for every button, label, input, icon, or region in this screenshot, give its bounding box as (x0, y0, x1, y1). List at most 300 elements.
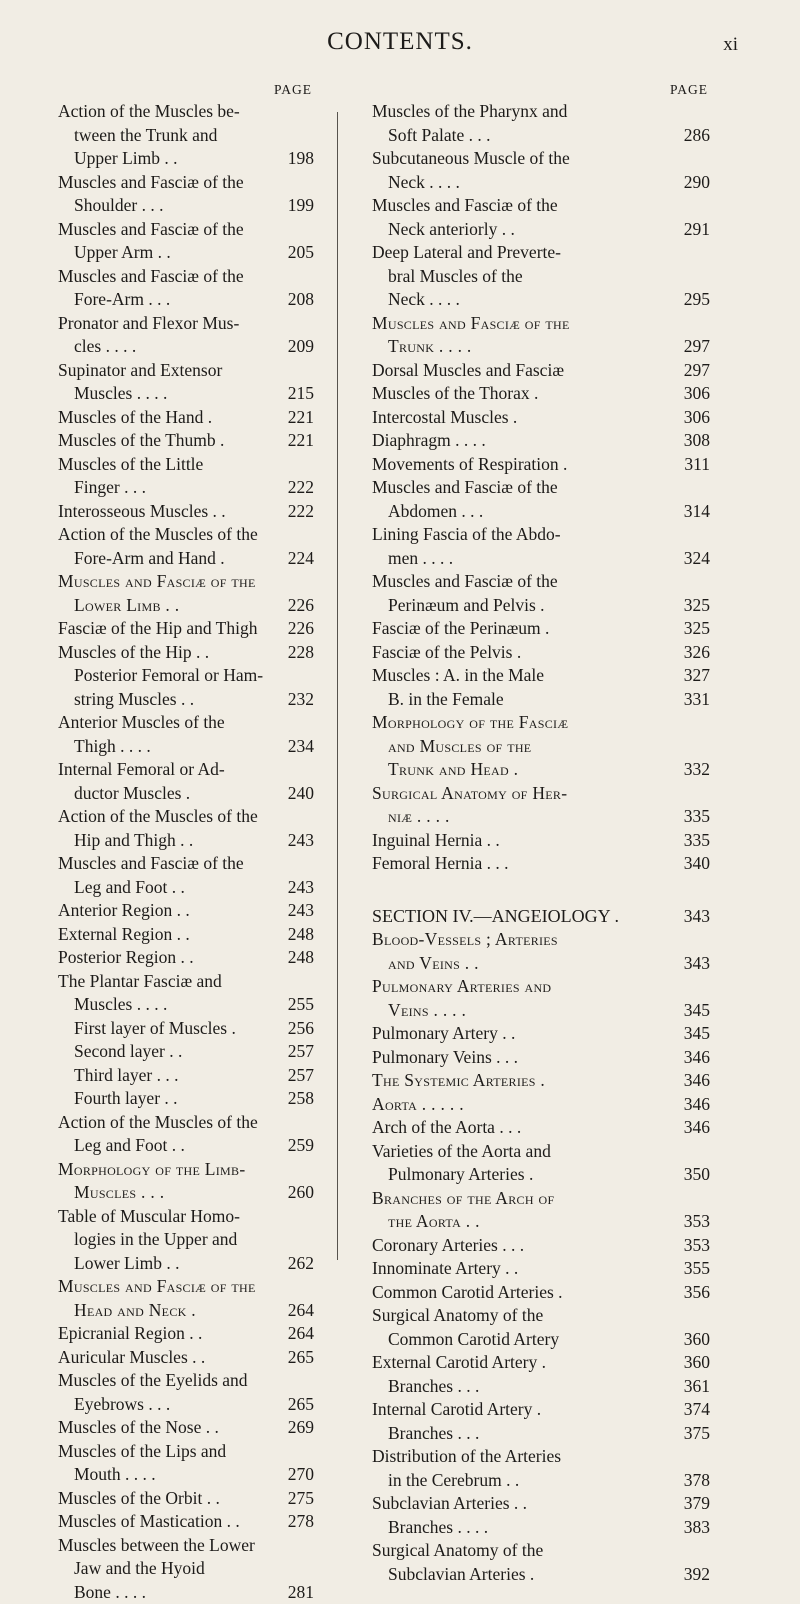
contents-entry (372, 1116, 710, 1140)
entry-page-number: 226 (288, 594, 314, 618)
entry-title: Muscles . . . . (74, 382, 167, 406)
entry-page-number: 343 (684, 952, 710, 976)
contents-entry (58, 1393, 314, 1417)
contents-entry (58, 1134, 314, 1158)
entry-page-number: 260 (288, 1181, 314, 1205)
entry-title: Leg and Foot . . (74, 876, 185, 900)
entry-page-number: 306 (684, 382, 710, 406)
entry-title: in the Cerebrum . . (388, 1469, 519, 1493)
entry-title: Muscles of the Pharynx and (372, 100, 567, 124)
contents-entry (58, 312, 314, 336)
entry-title: Abdomen . . . (388, 500, 483, 524)
contents-entry (372, 1093, 710, 1117)
contents-entry (58, 1158, 314, 1182)
contents-entry (58, 1369, 314, 1393)
entry-title: First layer of Muscles . (74, 1017, 236, 1041)
entry-title: Thigh . . . . (74, 735, 151, 759)
contents-entry (58, 1252, 314, 1276)
entry-title: Distribution of the Arteries (372, 1445, 561, 1469)
entry-page-number: 215 (288, 382, 314, 406)
entry-page-number: 306 (684, 406, 710, 430)
entry-page-number: 325 (684, 617, 710, 641)
entry-title: Auricular Muscles . . (58, 1346, 205, 1370)
section-gap (372, 876, 710, 905)
contents-entry (58, 1510, 314, 1534)
contents-entry (372, 829, 710, 853)
entry-title: Soft Palate . . . (388, 124, 491, 148)
entry-page-number: 281 (288, 1581, 314, 1604)
entry-title: Fasciæ of the Hip and Thigh (58, 617, 257, 641)
entry-page-number: 199 (288, 194, 314, 218)
entry-title: Fore-Arm . . . (74, 288, 170, 312)
entry-page-number: 353 (684, 1234, 710, 1258)
entry-page-number: 332 (684, 758, 710, 782)
entry-title: Epicranial Region . . (58, 1322, 202, 1346)
entry-title: Muscles and Fasciæ of the (58, 1275, 256, 1299)
entry-title: Upper Arm . . (74, 241, 171, 265)
contents-entry (372, 975, 710, 999)
contents-entry (58, 218, 314, 242)
entry-page-number: 290 (684, 171, 710, 195)
entry-title: Branches . . . (388, 1422, 479, 1446)
entry-page-number: 226 (288, 617, 314, 641)
contents-entry (58, 758, 314, 782)
entry-title: Subclavian Arteries . . (372, 1492, 527, 1516)
contents-entry (372, 194, 710, 218)
entry-title: Branches of the Arch of (372, 1187, 554, 1211)
entry-title: Muscles of the Thorax . (372, 382, 538, 406)
entry-title: Pulmonary Arteries . (388, 1163, 533, 1187)
entry-page-number: 256 (288, 1017, 314, 1041)
contents-entry (372, 758, 710, 782)
contents-entry (372, 500, 710, 524)
contents-entry (58, 594, 314, 618)
entry-title: Pulmonary Artery . . (372, 1022, 515, 1046)
contents-entry (372, 782, 710, 806)
contents-entry (58, 923, 314, 947)
entry-page-number: 264 (288, 1322, 314, 1346)
entry-page-number: 392 (684, 1563, 710, 1587)
entry-title: Muscles of the Little (58, 453, 203, 477)
contents-entry (58, 829, 314, 853)
entry-title: cles . . . . (74, 335, 136, 359)
contents-entry (58, 1581, 314, 1604)
contents-entry (372, 805, 710, 829)
entry-page-number: 308 (684, 429, 710, 453)
contents-entry (58, 805, 314, 829)
entry-title: string Muscles . . (74, 688, 194, 712)
entry-title: Fasciæ of the Perinæum . (372, 617, 549, 641)
page-header (0, 28, 800, 68)
contents-entry (372, 570, 710, 594)
entry-title: Coronary Arteries . . . (372, 1234, 524, 1258)
entry-title: Muscles of the Hand . (58, 406, 212, 430)
entry-title: Muscles and Fasciæ of the (58, 218, 244, 242)
entry-page-number: 314 (684, 500, 710, 524)
contents-entry (58, 1017, 314, 1041)
entry-page-number: 346 (684, 1046, 710, 1070)
contents-entry (372, 688, 710, 712)
entry-title: Arch of the Aorta . . . (372, 1116, 521, 1140)
entry-page-number: 243 (288, 829, 314, 853)
contents-entry (58, 946, 314, 970)
entry-title: Posterior Region . . (58, 946, 194, 970)
entry-page-number: 375 (684, 1422, 710, 1446)
entry-title: SECTION IV.—ANGEIOLOGY . (372, 905, 619, 929)
contents-entry (58, 335, 314, 359)
contents-entry (372, 1022, 710, 1046)
entry-title: Muscles of the Orbit . . (58, 1487, 220, 1511)
entry-page-number: 291 (684, 218, 710, 242)
entry-page-number: 224 (288, 547, 314, 571)
contents-entry (372, 1422, 710, 1446)
contents-entry (372, 523, 710, 547)
contents-entry (58, 735, 314, 759)
entry-title: B. in the Female (388, 688, 504, 712)
entry-title: Muscles and Fasciæ of the (372, 570, 558, 594)
entry-title: Muscles of Mastication . . (58, 1510, 240, 1534)
contents-entry (58, 382, 314, 406)
contents-entry (372, 171, 710, 195)
entry-page-number: 265 (288, 1346, 314, 1370)
contents-entry (372, 124, 710, 148)
contents-entry (372, 382, 710, 406)
entry-title: Varieties of the Aorta and (372, 1140, 551, 1164)
contents-entry (372, 594, 710, 618)
contents-entry (372, 664, 710, 688)
entry-title: Action of the Muscles of the (58, 1111, 258, 1135)
contents-entry (58, 641, 314, 665)
entry-title: Mouth . . . . (74, 1463, 156, 1487)
entry-title: Aorta . . . . . (372, 1093, 464, 1117)
entry-title: Perinæum and Pelvis . (388, 594, 545, 618)
entry-title: Branches . . . . (388, 1516, 488, 1540)
running-title: CONTENTS. (0, 28, 800, 56)
contents-entry (372, 1328, 710, 1352)
entry-page-number: 335 (684, 805, 710, 829)
contents-entry (372, 1187, 710, 1211)
contents-entry (58, 899, 314, 923)
entry-title: Muscles and Fasciæ of the (58, 171, 244, 195)
contents-entry (58, 664, 314, 688)
entry-page-number: 383 (684, 1516, 710, 1540)
entry-title: tween the Trunk and (74, 124, 217, 148)
entry-page-number: 257 (288, 1064, 314, 1088)
entry-title: Anterior Region . . (58, 899, 190, 923)
contents-entry (372, 1351, 710, 1375)
contents-entry (58, 194, 314, 218)
contents-entry (58, 711, 314, 735)
entry-title: Neck . . . . (388, 288, 460, 312)
entry-title: Finger . . . (74, 476, 146, 500)
entry-page-number: 325 (684, 594, 710, 618)
contents-entry (58, 1111, 314, 1135)
entry-title: Table of Muscular Homo- (58, 1205, 240, 1229)
entry-title: Muscles of the Lips and (58, 1440, 226, 1464)
entry-title: Internal Carotid Artery . (372, 1398, 541, 1422)
contents-entry (58, 852, 314, 876)
contents-entry (372, 952, 710, 976)
contents-entry (372, 547, 710, 571)
entry-title: and Muscles of the (388, 735, 531, 759)
entry-title: Dorsal Muscles and Fasciæ (372, 359, 564, 383)
entry-title: Muscles of the Hip . . (58, 641, 209, 665)
contents-entry (58, 1534, 314, 1558)
contents-entry (372, 1539, 710, 1563)
contents-column-right (372, 80, 710, 1586)
contents-entry (372, 1046, 710, 1070)
entry-title: Lower Limb . . (74, 594, 179, 618)
entry-page-number: 243 (288, 876, 314, 900)
entry-page-number: 221 (288, 429, 314, 453)
contents-entry (58, 1416, 314, 1440)
contents-entry (58, 265, 314, 289)
entry-title: Interosseous Muscles . . (58, 500, 226, 524)
entry-title: Morphology of the Limb- (58, 1158, 245, 1182)
entry-title: Common Carotid Artery (388, 1328, 559, 1352)
entry-title: Action of the Muscles of the (58, 805, 258, 829)
entry-title: Fourth layer . . (74, 1087, 178, 1111)
entry-page-number: 265 (288, 1393, 314, 1417)
entry-title: Muscles and Fasciæ of the (58, 570, 256, 594)
entry-title: Morphology of the Fasciæ (372, 711, 568, 735)
contents-entry (372, 641, 710, 665)
entry-title: Neck . . . . (388, 171, 460, 195)
entry-title: Eyebrows . . . (74, 1393, 170, 1417)
contents-entry (58, 100, 314, 124)
contents-entry (372, 1398, 710, 1422)
contents-entry (58, 476, 314, 500)
entry-title: Action of the Muscles of the (58, 523, 258, 547)
entry-title: Muscles . . . . (74, 993, 167, 1017)
entry-title: Upper Limb . . (74, 147, 178, 171)
entry-title: Muscles of the Eyelids and (58, 1369, 248, 1393)
entry-title: Leg and Foot . . (74, 1134, 185, 1158)
entry-title: Muscles and Fasciæ of the (372, 312, 570, 336)
contents-entry (372, 999, 710, 1023)
entry-title: Muscles and Fasciæ of the (372, 476, 558, 500)
entry-page-number: 232 (288, 688, 314, 712)
entry-title: Inguinal Hernia . . (372, 829, 500, 853)
contents-entry (58, 1205, 314, 1229)
contents-entry (372, 1563, 710, 1587)
contents-entry (58, 1087, 314, 1111)
entry-title: Muscles between the Lower (58, 1534, 255, 1558)
entry-page-number: 286 (684, 124, 710, 148)
entry-title: Surgical Anatomy of the (372, 1539, 543, 1563)
entry-page-number: 259 (288, 1134, 314, 1158)
entry-title: men . . . . (388, 547, 453, 571)
contents-entry (58, 1275, 314, 1299)
contents-entry (372, 1375, 710, 1399)
entry-page-number: 346 (684, 1116, 710, 1140)
entry-page-number: 295 (684, 288, 710, 312)
entry-page-number: 326 (684, 641, 710, 665)
entry-title: Third layer . . . (74, 1064, 178, 1088)
entry-page-number: 240 (288, 782, 314, 806)
contents-entry (372, 312, 710, 336)
contents-entry (58, 688, 314, 712)
entry-page-number: 343 (684, 905, 710, 929)
contents-entry (372, 476, 710, 500)
contents-entry (58, 970, 314, 994)
entry-title: Deep Lateral and Preverte- (372, 241, 561, 265)
contents-entry (58, 1463, 314, 1487)
entry-title: Neck anteriorly . . (388, 218, 515, 242)
entry-title: Trunk and Head . (388, 758, 518, 782)
contents-entry (372, 1140, 710, 1164)
entry-title: The Plantar Fasciæ and (58, 970, 222, 994)
entry-title: Bone . . . . (74, 1581, 146, 1604)
contents-entry (58, 570, 314, 594)
entry-title: niæ . . . . (388, 805, 450, 829)
entry-title: bral Muscles of the (388, 265, 523, 289)
entry-title: Action of the Muscles be- (58, 100, 240, 124)
entry-title: Internal Femoral or Ad- (58, 758, 225, 782)
entry-title: Anterior Muscles of the (58, 711, 225, 735)
entry-page-number: 222 (288, 476, 314, 500)
contents-entry (372, 335, 710, 359)
contents-entry (372, 852, 710, 876)
entry-title: Muscles : A. in the Male (372, 664, 544, 688)
entry-title: Subcutaneous Muscle of the (372, 147, 570, 171)
contents-entry (58, 171, 314, 195)
contents-entry (372, 406, 710, 430)
contents-entry (372, 1445, 710, 1469)
entry-title: Muscles and Fasciæ of the (58, 852, 244, 876)
contents-entry (372, 1234, 710, 1258)
contents-entry (372, 1492, 710, 1516)
contents-entry (58, 993, 314, 1017)
contents-entry (58, 1181, 314, 1205)
contents-entry (58, 500, 314, 524)
entry-title: Muscles and Fasciæ of the (58, 265, 244, 289)
entry-page-number: 335 (684, 829, 710, 853)
contents-entry (58, 453, 314, 477)
entry-title: Jaw and the Hyoid (74, 1557, 205, 1581)
entry-page-number: 355 (684, 1257, 710, 1281)
entry-title: Supinator and Extensor (58, 359, 222, 383)
contents-entry (372, 1069, 710, 1093)
entry-title: Surgical Anatomy of the (372, 1304, 543, 1328)
entry-title: Shoulder . . . (74, 194, 163, 218)
entry-page-number: 234 (288, 735, 314, 759)
entry-title: Surgical Anatomy of Her- (372, 782, 567, 806)
contents-entry (58, 288, 314, 312)
contents-entry (372, 453, 710, 477)
entry-page-number: 243 (288, 899, 314, 923)
entry-title: Muscles . . . (74, 1181, 164, 1205)
entry-title: and Veins . . (388, 952, 479, 976)
entry-title: Head and Neck . (74, 1299, 196, 1323)
entry-title: Fasciæ of the Pelvis . (372, 641, 521, 665)
contents-entry (58, 617, 314, 641)
contents-column-left (58, 80, 314, 1604)
contents-entry (58, 1440, 314, 1464)
entry-title: ductor Muscles . (74, 782, 190, 806)
entry-page-number: 228 (288, 641, 314, 665)
contents-entry (58, 1040, 314, 1064)
entry-page-number: 356 (684, 1281, 710, 1305)
entry-page-number: 278 (288, 1510, 314, 1534)
entry-page-number: 331 (684, 688, 710, 712)
contents-entry (58, 782, 314, 806)
entry-title: Posterior Femoral or Ham- (74, 664, 263, 688)
entry-page-number: 360 (684, 1351, 710, 1375)
contents-entry (372, 617, 710, 641)
contents-entry (58, 1322, 314, 1346)
entry-title: Trunk . . . . (388, 335, 472, 359)
contents-entry (58, 1557, 314, 1581)
entry-title: Muscles of the Nose . . (58, 1416, 219, 1440)
contents-entry (58, 124, 314, 148)
entry-title: Muscles and Fasciæ of the (372, 194, 558, 218)
entry-title: Common Carotid Arteries . (372, 1281, 563, 1305)
page-column-heading: PAGE (58, 80, 314, 100)
contents-entry (372, 928, 710, 952)
column-divider (337, 112, 338, 1260)
entry-title: Lining Fascia of the Abdo- (372, 523, 561, 547)
contents-entry (58, 523, 314, 547)
contents-entry (58, 1487, 314, 1511)
entry-page-number: 269 (288, 1416, 314, 1440)
entry-title: Pulmonary Arteries and (372, 975, 551, 999)
entry-page-number: 346 (684, 1093, 710, 1117)
entry-title: Second layer . . (74, 1040, 182, 1064)
entry-title: Subclavian Arteries . (388, 1563, 534, 1587)
entry-page-number: 257 (288, 1040, 314, 1064)
entry-page-number: 255 (288, 993, 314, 1017)
contents-entry (372, 1281, 710, 1305)
contents-entry (372, 429, 710, 453)
entry-title: Branches . . . (388, 1375, 479, 1399)
contents-entry (372, 359, 710, 383)
entry-page-number: 374 (684, 1398, 710, 1422)
entry-title: Pronator and Flexor Mus- (58, 312, 239, 336)
contents-entry (372, 711, 710, 735)
entry-title: Pulmonary Veins . . . (372, 1046, 518, 1070)
entry-page-number: 248 (288, 923, 314, 947)
entry-title: the Aorta . . (388, 1210, 480, 1234)
contents-entry (58, 429, 314, 453)
contents-entry (372, 735, 710, 759)
entry-page-number: 275 (288, 1487, 314, 1511)
contents-entry (372, 1304, 710, 1328)
entry-page-number: 360 (684, 1328, 710, 1352)
contents-entry (372, 288, 710, 312)
contents-entry (58, 1228, 314, 1252)
entry-page-number: 345 (684, 999, 710, 1023)
entry-title: The Systemic Arteries . (372, 1069, 545, 1093)
page-number: xi (723, 34, 738, 56)
entry-page-number: 378 (684, 1469, 710, 1493)
contents-entry (58, 1299, 314, 1323)
entry-page-number: 221 (288, 406, 314, 430)
entry-page-number: 345 (684, 1022, 710, 1046)
entry-title: Innominate Artery . . (372, 1257, 518, 1281)
entry-page-number: 361 (684, 1375, 710, 1399)
contents-entry (372, 1469, 710, 1493)
entry-page-number: 205 (288, 241, 314, 265)
contents-entry (58, 1064, 314, 1088)
contents-entry (372, 1210, 710, 1234)
entry-title: Femoral Hernia . . . (372, 852, 509, 876)
section-heading (372, 905, 710, 929)
contents-entry (58, 406, 314, 430)
entry-page-number: 222 (288, 500, 314, 524)
entry-page-number: 198 (288, 147, 314, 171)
contents-entry (372, 1163, 710, 1187)
